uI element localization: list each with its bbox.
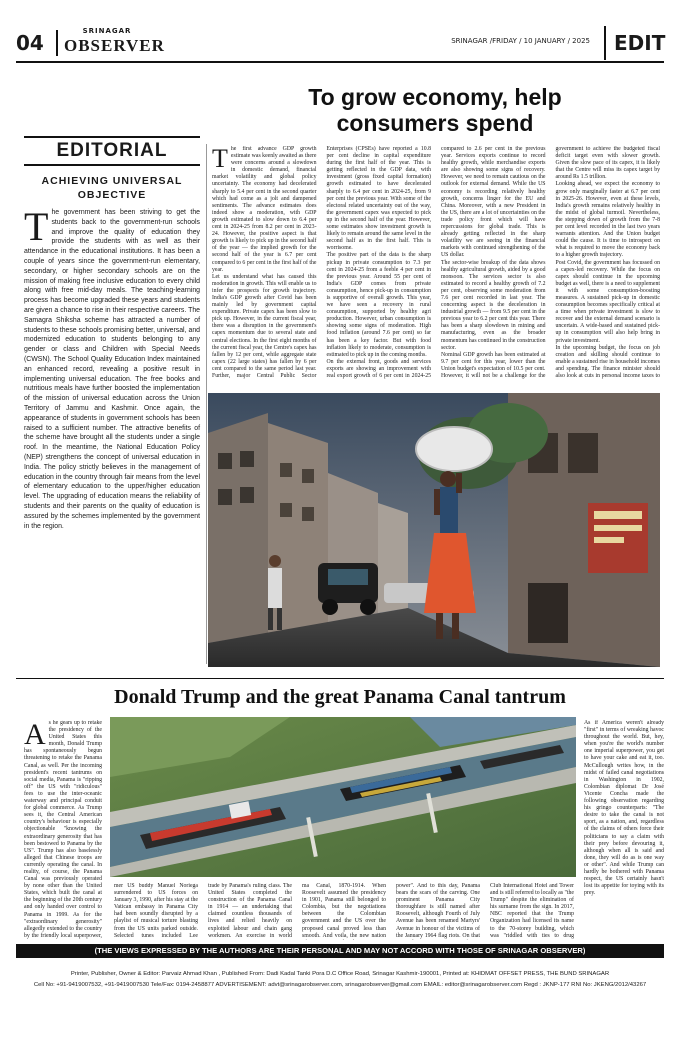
disclaimer-bar: (THE VIEWS EXPRESSED BY THE AUTHORS ARE THEIR PERSONAL AND MAY NOT ACCORD WITH THOSE OF SRINAGAR OBSERVER) <box>16 944 664 958</box>
article1-paragraph: On the external front, goods and services exports are showing an improvement with real export growth of 6 per cent in 2024-25 compared to 2.6 per cent in the previous year. Services exports continue to record healthy growth, while merchandise exports are also showing some signs of recovery. However, we need to remain cautious on the outlook for external demand. While the US economy is recording relatively healthy growth, concerns linger for the EU and China. Moreover, with a new President in the US, there are a lot of uncertainties on the trade policy front which will have repercussions for global trade. This is already getting reflected in the sharp volatility we are seeing in the financial markets with continued strengthening of the US dollar. <box>326 146 546 379</box>
article1-paragraph: In the upcoming budget, the focus on job creation and skilling should continue to enable a sustained rise in household incomes and spending. The finance minister should also look at cuts in personal income taxes to <box>555 344 660 379</box>
editorial-label: EDITORIAL <box>24 136 200 166</box>
editorial-title: ACHIEVING UNIVERSAL OBJECTIVE <box>41 175 183 201</box>
street-scene-illustration <box>208 393 660 667</box>
article1-paragraph: The positive part of the data is the sharp pickup in private consumption to 7.3 per cent in 2024-25 from a feeble 4 per cent in the previous year. Around 55 per cent of India's GDP comes from private consumption, hence pick-up in consumption is supportive of overall growth. This year, we have seen a recovery in rural consumption, supported by healthy agri production. However, urban consumption is showing some signs of moderation. High food inflation (around 7.6 per cent) so far has been a key factor. But with food inflation likely to moderate, consumption is estimated to pick up in the coming months. <box>326 252 431 358</box>
article1-paragraph: Nominal GDP growth has been estimated at 9.7 per cent for this year, lower than the Union budget's expectation of 10.5 per cent. However, it will not be a challenge for the government to achieve the budgeted fiscal deficit target even with slower growth. Given the slow pace of its capex, it is likely that the Centre will miss its capex target by around Rs 1.5 trillion. <box>441 146 660 379</box>
article2-column-6: Club International Hotel and Tower and is still referred to locally as "the Trump" despite the elimination of his surname from the sign. In 2017, NBC reported that the Trump Organization had licensed its name to the 70-storey building, which was "riddled with ties to drug <box>490 883 574 939</box>
article2-column-4: ma Canal, 1870-1914. When Roosevelt assumed the presidency in 1901, Panama still belonged to Colombia, but the negotiations between the Colombian government and the US over the proposed canal proved less than smooth. And voila, the new nation <box>302 883 386 939</box>
article2-dropcap: A <box>24 720 46 751</box>
article1-headline: To grow economy, help consumers spend <box>308 84 562 136</box>
editorial-dropcap: T <box>24 204 49 249</box>
column-divider <box>206 144 207 664</box>
panama-canal-photo <box>110 717 576 877</box>
logo-name: OBSERVER <box>64 36 165 55</box>
section-label: EDIT <box>604 26 664 60</box>
editorial-text: he government has been striving to get the students back to the government-run schools and improve the quality of education they provide the students with as well as their attendance in the educational institutions. It has been a couple of years since the government-run elementary, secondary, or higher secondary schools are on the mission of making free inclusive education to every child along with free mid-day meals. The teaching-learning process has become upgraded these years and students are given a chance to rise in their respective careers. The Samagra Shiksha scheme has attracted a number of students to these schools promising better, universal, and modernized education to students belonging to any gender or class and Children with Special Needs (CWSN). The School Quality Education Index maintained an enhanced record, revealing a positive result in implementing universal education. The free books and nutritious meals have further boosted the implementation of the mission of universal education across the Union Territory of Jammu and Kashmir. Once again, the appearance of students in government schools has been raised to a sufficient number. The attractive benefits of the scheme have brought all the students under a single roof. In the meantime, the National Education Policy (NEP) strengthens the concept of universal education in India. The policy strictly believes in the management of education in the country through fair means from the level of elementary education to the upper/higher education level. The upgrading of education means the reliability of students and their parents on the quality of education is assured by the schemes implemented by the government in the region. <box>24 209 200 530</box>
newspaper-logo <box>64 26 165 60</box>
article2-column-7: As if America weren't already "first" in terms of wreaking havoc throughout the world. But, hey, when you're the world's number one imperial superpower, you get to have your cake and eat it, too. McCullough writes how, in the midst of failed canal negotiations in Washington in 1902, Colombian diplomat Dr José Vicente Concha made the following observation regarding his gringo counterparts: "The desire to take the canal is not sport, as a nation, and, regardless of the claims of others force their politicians to say a claim with their prey before devouring it, although when all is said and done, they will do as is one way or other". And while Trump can hardly be bothered with Panama respect, the US certainly hasn't lost its appetite for toying with its prey. <box>584 720 664 897</box>
editorial-column <box>24 136 200 676</box>
masthead-divider <box>56 30 58 56</box>
article1-body <box>212 146 660 384</box>
article1-paragraph: The sector-wise breakup of the data shows healthy agricultural growth, aided by a good monsoon. The services sector is also estimated to record a healthy growth of 7.2 per cent, observing some moderation from 7.6 per cent recorded in last year. The concerning aspect is the deceleration in industrial growth — from 9.5 per cent in the previous year to 6.2 per cent this year. There has been a sharp slowdown in mining and manufacturing, even as the broader momentum has continued in the construction sector. <box>441 259 546 351</box>
article2-column-1: As he gears up to retake the presidency of the United States this month, Donald Trump has spontaneously begun threatening to retake the Panama Canal, as well. Per the incoming president's recent tantrums on social media, Panama is "ripping off" the US with "ridiculous" fees to use the inter-oceanic waterway and principal conduit for global commerce. As Trump sees it, the Central American country's behaviour is especially objectionable "knowing the extraordinary generosity that has been bestowed to Panama by the US". Trump has also baselessly alleged that Chinese troops are currently operating the canal. In reality, of course, the Panama Canal was previously operated by none other than the United States, which built the canal at the beginning of the 20th century and only handed over control to Panama in 1999. As for the "extraordinary generosity" allegedly extended to the country by the friendly local superpower, <box>24 720 102 939</box>
article1-paragraph: Looking ahead, we expect the economy to grow only marginally faster at 6.7 per cent in 2025-26. However, even at these levels, India's growth remains relatively healthy in the midst of global turmoil. Nevertheless, the stepping down of growth from the 7-8 per cent level recorded in the last two years warrants attention. And the Union budget could the cause. It is time to introspect on what is required to move the economy back to a higher growth trajectory. <box>555 181 660 259</box>
editorial-body <box>24 204 200 531</box>
article1-paragraph: Post Covid, the government has focussed on a capex-led recovery. While the focus on capex should continue in the upcoming budget as well, there is a need to supplement it with some consumption-boosting measures. A sustained pick-up in domestic consumption becomes specifically critical at a time when private investment is slow to recover and the external demand scenario is uncertain. A wide-based and sustained pick-up in consumption will also help bring in private investment. <box>555 259 660 344</box>
article2-column-2: mer US buddy Manuel Noriega surrendered to US forces on January 3, 1990, after his stay at the Vatican embassy in Panama City had been soundly disrupted by a playlist of musical torture blasting from the US units parked outside. Selected tunes included Lee <box>114 883 198 939</box>
street-scene-photo <box>208 393 660 667</box>
article2-column-3: trade by Panama's ruling class. The United States completed the construction of the Panama Canal in 1914 — an undertaking that claimed countless thousands of lives and relied heavily on exploited labour and chain gang workmen. An exercise in world <box>208 883 292 939</box>
imprint-line-2: Cell No: +91-9419007532, +91-9419007530 Tele/Fax: 0194-2458877 ADVERTISEMENT: advt@srinagarobserver.com, srinagarobserver@gmail.com EMAIL: editor@srinagarobserver.com Regd : JKNP-177 RNI No: JKENG/2012/43267 <box>33 982 647 988</box>
article2-column-5: power". And to this day, Panama bears the scars of the carving. One prominent Panama City thoroughfare is still named after Roosevelt, although Fourth of July Avenue has been renamed Martyrs' Avenue in honour of the victims of the January 1964 flag riots. On that <box>396 883 480 939</box>
article1-dropcap: T <box>212 146 228 173</box>
logo-city: SRINAGAR <box>82 27 132 35</box>
masthead <box>16 26 664 60</box>
dateline: SRINAGAR /FRIDAY / 10 JANUARY / 2025 <box>451 37 590 45</box>
page-number: 04 <box>16 31 44 55</box>
section-rule <box>16 678 664 679</box>
header-rule <box>16 61 664 63</box>
article1-paragraph: The first advance GDP growth estimate was keenly awaited as there were concerns around a slowdown in domestic demand, financial market volatility and global policy uncertainty. The economy had decelerated sharply to 5.4 per cent in the second quarter which had come as a jolt and dampened sentiments. The advance estimates does indeed show a moderation, with GDP growth estimated to slow down to 6.4 per cent in 2024-25 from 8.2 per cent in 2023-24. However, the positive aspect is that growth is likely to pick up in the second half of the year — the implied growth for the second half of the year is 6.7 per cent compared to 6 per cent in the first half of the year. <box>212 146 317 273</box>
imprint-line-1: Printer, Publisher, Owner & Editor: Parvaiz Ahmad Khan , Published From: Dadi Kadal Tanki Pora D.C Office Road, Srinagar Kashmir-190001, Printed at: KHIDMAT OFFSET PRESS, THE BUND SRINAGAR <box>70 971 610 977</box>
panama-canal-illustration <box>110 717 576 877</box>
article1-paragraph: Let us understand what has caused this moderation in growth. This will enable us to infer the prospects for growth trajectory. India's GDP growth after Covid has been mainly led by government capital expenditure. Private capex has been slow to pick up. However, in the current fiscal year, there was a disruption in the government's capex momentum due to several state and central elections. In the first eight months of the current fiscal year, the Centre's capex has fallen by 12 per cent, while aggregate state capex (22 large states) has fallen by 6 per cent compared to the same period last year. Further, major Central Public Sector Enterprises (CPSEs) have reported a 10.8 per cent decline in capital expenditure during the first half of the year. This is getting reflected in the GDP data, with investment (gross fixed capital formation) growth estimated to have decelerated sharply to 6.4 per cent in 2024-25, from 9 per cent the previous year. With some of the electoral related uncertainty out of the way, the government capex was expected to pick up in the second half of the year. However, some estimates show investment growth is likely to remain around the same level in the second half as in the first half. This is worrisome. <box>212 146 431 379</box>
article2-headline: Donald Trump and the great Panama Canal tantrum <box>114 686 566 708</box>
